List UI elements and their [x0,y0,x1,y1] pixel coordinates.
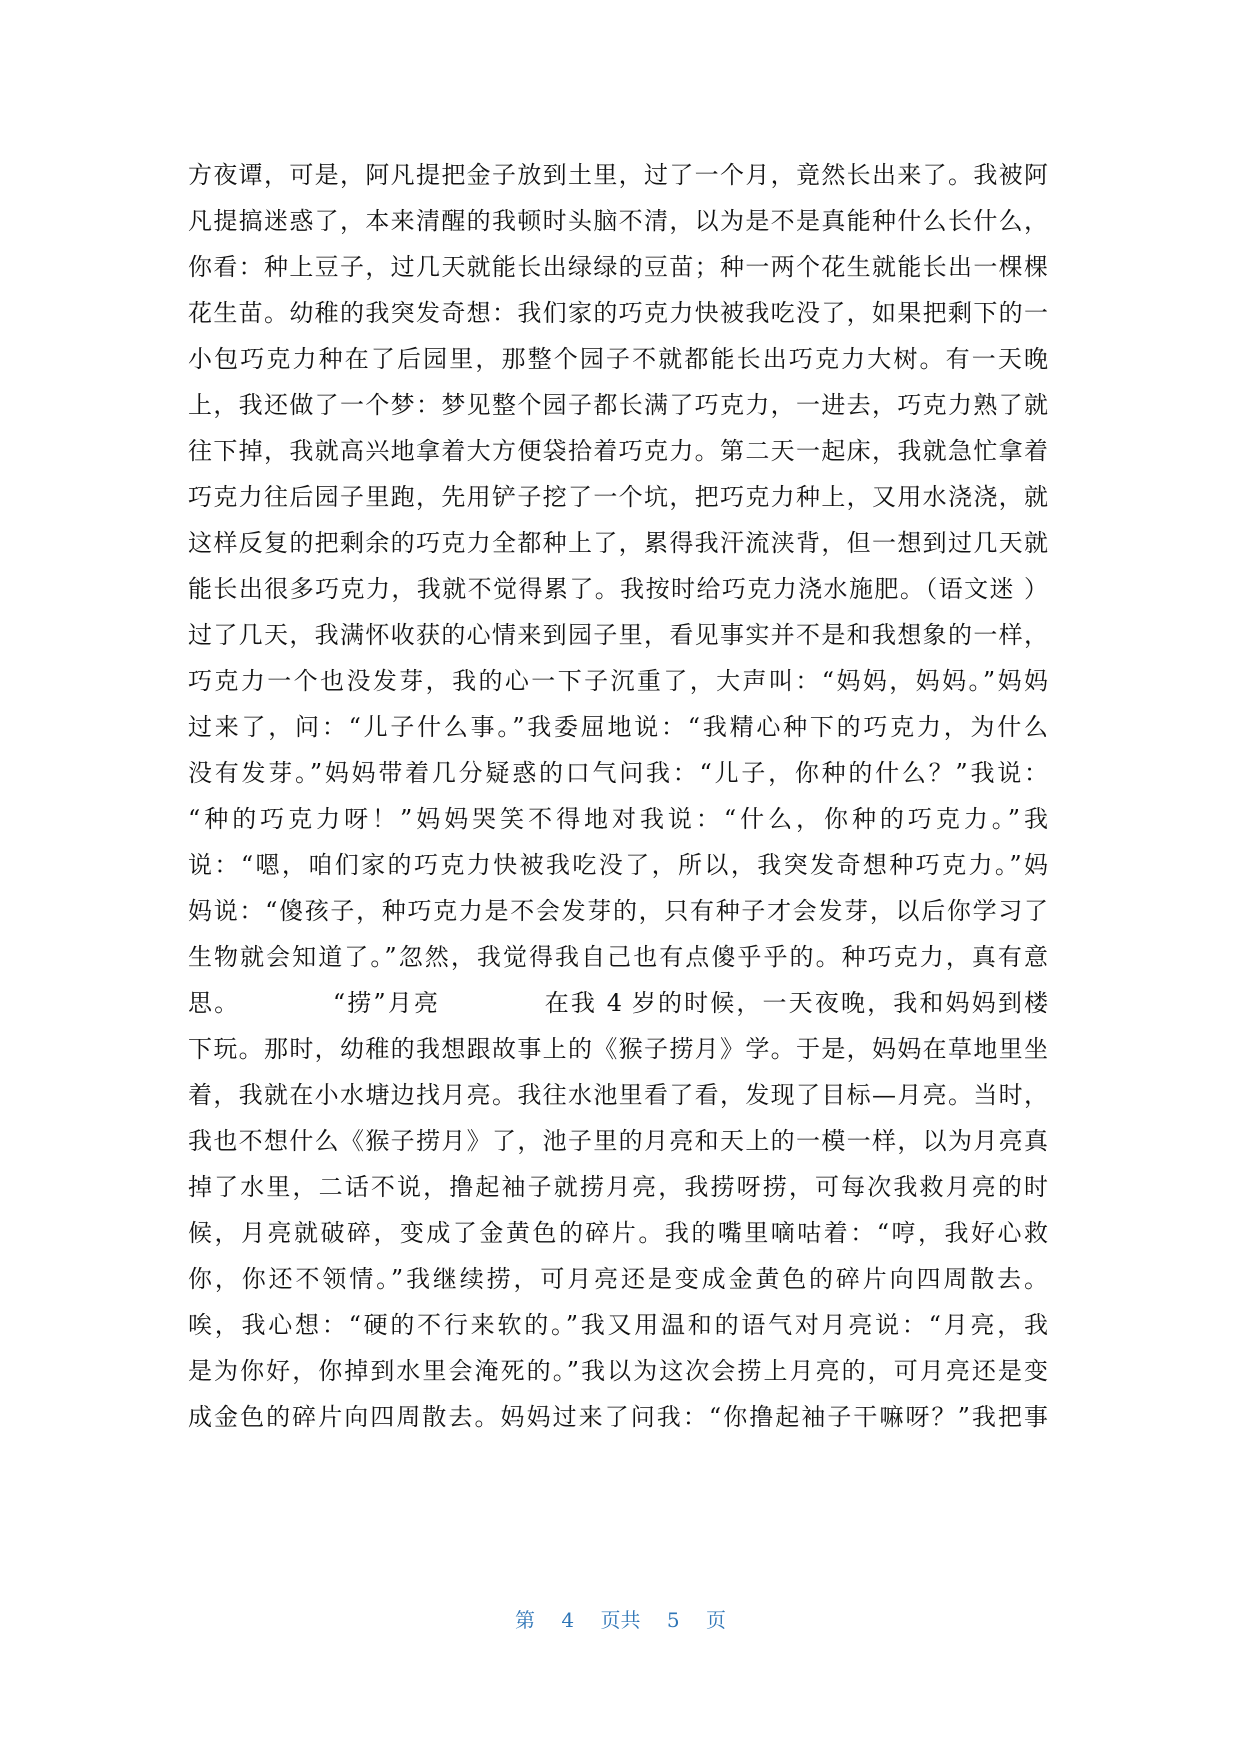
text-line: 说：“嗯，咱们家的巧克力快被我吃没了，所以，我突发奇想种巧克力。”妈 [188,851,1048,879]
text-line: 这样反复的把剩余的巧克力全都种上了，累得我汗流浃背，但一想到过几天就 [188,529,1048,557]
footer-middle: 页共 [600,1608,641,1632]
text-line: 下玩。那时，幼稚的我想跟故事上的《猴子捞月》学。于是，妈妈在草地里坐 [188,1035,1048,1063]
text-line: 没有发芽。”妈妈带着几分疑惑的口气问我：“儿子，你种的什么？”我说： [188,759,1048,787]
total-page-count: 5 [666,1608,680,1632]
footer-prefix: 第 [515,1608,536,1632]
text-line: 思。 “捞”月亮 在我 4 岁的时候，一天夜晚，我和妈妈到楼 [188,989,1048,1017]
text-line: “种的巧克力呀！”妈妈哭笑不得地对我说：“什么，你种的巧克力。”我 [188,805,1048,833]
text-line: 过了几天，我满怀收获的心情来到园子里，看见事实并不是和我想象的一样， [188,621,1048,649]
text-line: 上，我还做了一个梦：梦见整个园子都长满了巧克力，一进去，巧克力熟了就 [188,391,1048,419]
text-line: 候，月亮就破碎，变成了金黄色的碎片。我的嘴里嘀咕着：“哼，我好心救 [188,1219,1048,1247]
text-line: 你看：种上豆子，过几天就能长出绿绿的豆苗；种一两个花生就能长出一棵棵 [188,253,1048,281]
text-line: 生物就会知道了。”忽然，我觉得我自己也有点傻乎乎的。种巧克力，真有意 [188,943,1048,971]
text-line: 凡提搞迷惑了，本来清醒的我顿时头脑不清，以为是不是真能种什么长什么， [188,207,1048,235]
text-line: 花生苗。幼稚的我突发奇想：我们家的巧克力快被我吃没了，如果把剩下的一 [188,299,1048,327]
text-line: 小包巧克力种在了后园里，那整个园子不就都能长出巧克力大树。有一天晚 [188,345,1048,373]
text-line: 着，我就在小水塘边找月亮。我往水池里看了看，发现了目标—月亮。当时， [188,1081,1048,1109]
text-line: 过来了，问：“儿子什么事。”我委屈地说：“我精心种下的巧克力，为什么 [188,713,1048,741]
text-line: 巧克力一个也没发芽，我的心一下子沉重了，大声叫：“妈妈，妈妈。”妈妈 [188,667,1048,695]
text-line: 我也不想什么《猴子捞月》了，池子里的月亮和天上的一模一样，以为月亮真 [188,1127,1048,1155]
text-line: 成金色的碎片向四周散去。妈妈过来了问我：“你撸起袖子干嘛呀？”我把事 [188,1403,1048,1431]
text-line: 能长出很多巧克力，我就不觉得累了。我按时给巧克力浇水施肥。（语文迷 ） [188,575,1048,603]
current-page-number: 4 [561,1608,575,1632]
text-line: 往下掉，我就高兴地拿着大方便袋拾着巧克力。第二天一起床，我就急忙拿着 [188,437,1048,465]
page-footer [0,1604,1241,1633]
body-text [188,152,1048,1440]
text-line: 你，你还不领情。”我继续捞，可月亮还是变成金黄色的碎片向四周散去。 [188,1265,1048,1293]
text-line: 掉了水里，二话不说，撸起袖子就捞月亮，我捞呀捞，可每次我救月亮的时 [188,1173,1048,1201]
text-line: 妈说：“傻孩子，种巧克力是不会发芽的，只有种子才会发芽，以后你学习了 [188,897,1048,925]
text-line: 是为你好，你掉到水里会淹死的。”我以为这次会捞上月亮的，可月亮还是变 [188,1357,1048,1385]
text-line: 唉，我心想：“硬的不行来软的。”我又用温和的语气对月亮说：“月亮，我 [188,1311,1048,1339]
text-line: 巧克力往后园子里跑，先用铲子挖了一个坑，把巧克力种上，又用水浇浇，就 [188,483,1048,511]
footer-suffix: 页 [705,1608,726,1632]
text-line: 方夜谭，可是，阿凡提把金子放到土里，过了一个月，竟然长出来了。我被阿 [188,161,1048,189]
